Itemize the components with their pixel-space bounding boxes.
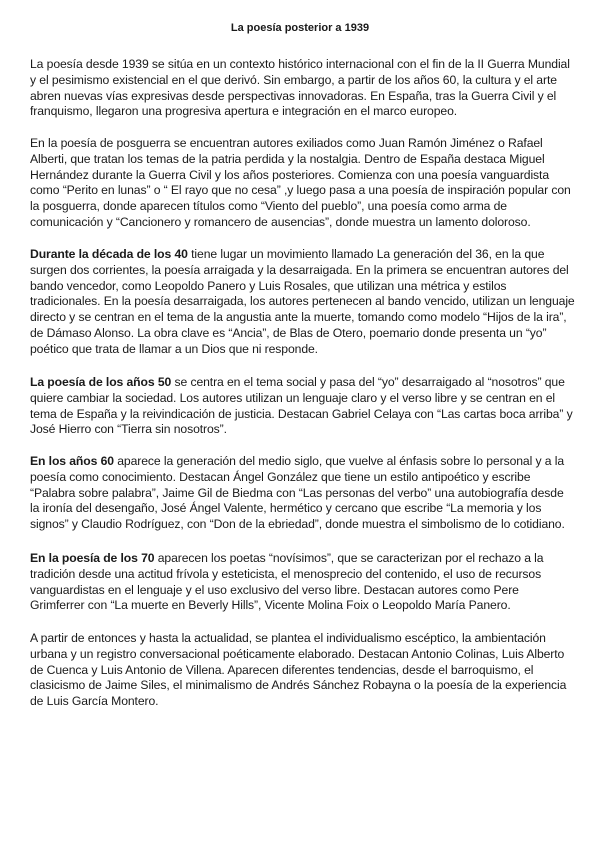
paragraph-text: A partir de entonces y hasta la actualidad, se plantea el individualismo escéptico, la ambientación urbana y un registro conversacional poéticamente elaborado. Destacan Antonio Colinas, Luis Alberto de Cuenca y Luis Antonio de Villena. Aparecen diferentes tendencias, desde el barroquismo, el clasicismo de Jaime Siles, el minimalismo de Andrés Sánchez Robayna o la poesía de la experiencia de Luis García Montero. xyxy=(30,631,567,709)
paragraph-lead: Durante la década de los 40 xyxy=(30,247,188,261)
paragraph-lead: La poesía de los años 50 xyxy=(30,375,172,389)
paragraph-text: aparecen los poetas “novísimos”, que se caracterizan por el rechazo a la tradición desde una actitud frívola y esteticista, el menosprecio del contenido, el uso de recursos vanguardistas en el lenguaje y el uso exclusivo del verso libre. Destacan autores como Pere Grimferrer con “La muerte en Beverly Hills”, Vicente Molina Foix o Leopoldo María Panero. xyxy=(30,551,544,613)
paragraph-intro xyxy=(30,57,575,120)
paragraph-anos-70 xyxy=(30,551,575,614)
document-title: La poesía posterior a 1939 xyxy=(230,22,370,34)
paragraph-posguerra xyxy=(30,136,575,231)
paragraph-text: La poesía desde 1939 se sitúa en un contexto histórico internacional con el fin de la II Guerra Mundial y el pesimismo existencial en el que derivó. Sin embargo, a partir de los años 60, la cultura y el arte abren nuevas vías expresivas desde perspectivas innovadoras. En España, tras la Guerra Civil y el franquismo, llegaron una progresiva apertura e integración en el marco europeo. xyxy=(30,57,570,119)
paragraph-anos-50 xyxy=(30,375,575,438)
paragraph-text: aparece la generación del medio siglo, que vuelve al énfasis sobre lo personal y a la poesía como conocimiento. Destacan Ángel González que tiene un estilo antipoético y escribe “Palabra sobre palabra”, Jaime Gil de Biedma con “Las personas del verbo” una autobiografía desde la ironía del desengaño, José Ángel Valente, hermético y cercano que escribe “La memoria y los signos” y Claudio Rodríguez, con “Don de la ebriedad”, donde muestra el simbolismo de lo cotidiano. xyxy=(30,454,565,532)
paragraph-actualidad xyxy=(30,631,575,710)
paragraph-decada-40 xyxy=(30,247,575,358)
paragraph-text: tiene lugar un movimiento llamado La generación del 36, en la que surgen dos corrientes, la poesía arraigada y la desarraigada. En la primera se encuentran autores del bando vencedor, como Leopoldo Panero y Luis Rosales, que utilizan una métrica y estilos tradicionales. En la poesía desarraigada, los autores pertenecen al bando vencido, utilizan un lenguaje directo y se centran en el tema de la angustia ante la muerte, tomando como modelo “Hijos de la ira”, de Dámaso Alonso. La obra clave es “Ancia”, de Blas de Otero, poemario donde presenta un “yo” poético que trata de llamar a un Dios que ni responde. xyxy=(30,247,575,356)
paragraph-lead: En los años 60 xyxy=(30,454,114,468)
paragraph-anos-60 xyxy=(30,454,575,533)
paragraph-lead: En la poesía de los 70 xyxy=(30,551,155,565)
paragraph-text: se centra en el tema social y pasa del “yo” desarraigado al “nosotros” que quiere cambiar la sociedad. Los autores utilizan un lenguaje claro y el verso libre y se centran en el tema de España y la reivindicación de justicia. Destacan Gabriel Celaya con “Las cartas boca arriba” y José Hierro con “Tierra sin nosotros”. xyxy=(30,375,573,437)
paragraph-text: En la poesía de posguerra se encuentran autores exiliados como Juan Ramón Jiménez o Rafael Alberti, que tratan los temas de la patria perdida y la nostalgia. Dentro de España destaca Miguel Hernández durante la Guerra Civil y los años posteriores. Comienza con una poesía vanguardista como “Perito en lunas” o “ El rayo que no cesa” ,y luego pasa a una poesía de inspiración popular con la posguerra, donde aparecen títulos como “Viento del pueblo”, una poesía como arma de comunicación y “Cancionero y romancero de ausencias”, donde muestra un lamento doloroso. xyxy=(30,136,571,229)
